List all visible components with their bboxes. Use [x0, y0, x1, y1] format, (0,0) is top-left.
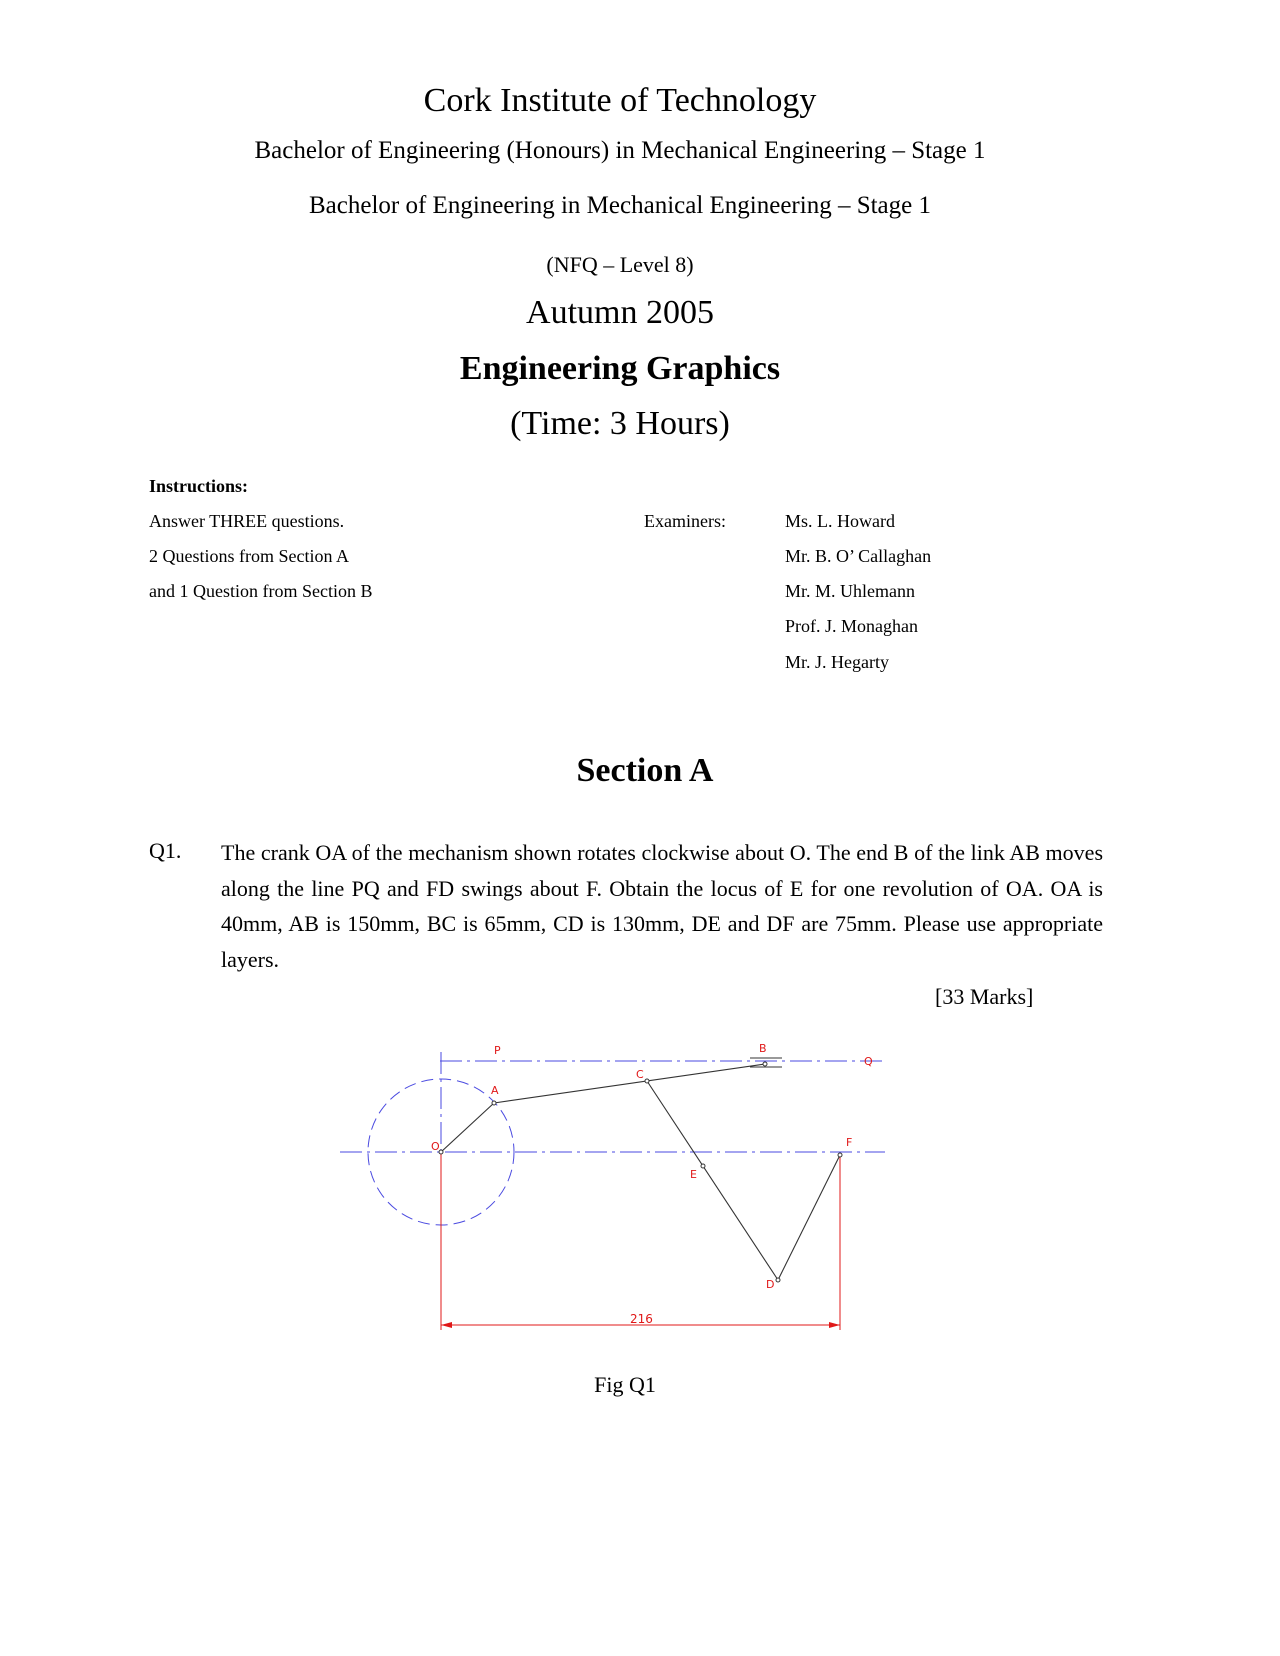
joint-a — [492, 1101, 496, 1105]
instruction-line: Answer THREE questions. — [149, 511, 345, 531]
subject-title: Engineering Graphics — [459, 350, 781, 387]
label-c: C — [636, 1068, 644, 1081]
arrow-right — [829, 1322, 840, 1328]
question-number: Q1. — [149, 838, 182, 863]
figure-labels — [431, 1042, 873, 1326]
label-d: D — [766, 1278, 775, 1291]
dimension-group — [441, 1152, 840, 1330]
examiner-name: Mr. M. Uhlemann — [785, 581, 915, 601]
institute-name: Cork Institute of Technology — [423, 82, 817, 119]
label-p: P — [494, 1044, 501, 1057]
centerlines — [340, 1052, 885, 1225]
links — [441, 1058, 840, 1280]
examiner-name: Mr. B. O’ Callaghan — [785, 546, 932, 566]
instructions-heading: Instructions: — [149, 476, 249, 496]
link-df — [778, 1155, 840, 1280]
nfq-level: (NFQ – Level 8) — [546, 252, 694, 277]
examiners-label: Examiners: — [644, 511, 726, 531]
joint-d — [776, 1278, 780, 1282]
section-title: Section A — [576, 752, 714, 789]
arrow-left — [441, 1322, 452, 1328]
label-b: B — [759, 1042, 767, 1055]
examiner-name: Ms. L. Howard — [785, 511, 895, 531]
label-a: A — [491, 1084, 499, 1097]
instruction-line: and 1 Question from Section B — [149, 581, 373, 601]
joints — [439, 1062, 842, 1282]
joint-e — [701, 1164, 705, 1168]
label-o: O — [431, 1140, 440, 1153]
examiner-name: Prof. J. Monaghan — [785, 616, 918, 636]
instruction-line: 2 Questions from Section A — [149, 546, 349, 566]
dimension-value: 216 — [630, 1312, 653, 1326]
link-cd — [647, 1081, 778, 1280]
exam-duration: (Time: 3 Hours) — [510, 405, 730, 442]
examiner-name: Mr. J. Hegarty — [785, 652, 889, 672]
label-e: E — [690, 1168, 697, 1181]
programme-ordinary: Bachelor of Engineering in Mechanical Engineering – Stage 1 — [308, 192, 931, 219]
label-f: F — [846, 1136, 853, 1149]
link-oa — [441, 1103, 494, 1152]
programme-honours: Bachelor of Engineering (Honours) in Mechanical Engineering – Stage 1 — [254, 137, 986, 164]
joint-b — [763, 1062, 767, 1066]
joint-f — [838, 1153, 842, 1157]
question-marks: [33 Marks] — [935, 984, 1034, 1009]
link-ab — [494, 1064, 765, 1103]
figure-caption: Fig Q1 — [594, 1372, 656, 1397]
joint-c — [645, 1079, 649, 1083]
exam-term: Autumn 2005 — [526, 294, 714, 331]
question-text: The crank OA of the mechanism shown rotates clockwise about O. The end B of the link AB moves along the line PQ and FD swings about F. Obtain the locus of E for one revolution of OA. OA is 40mm, AB is 150mm, BC is 65mm, CD is 130mm, DE and DF are 75mm. Please use appropriate layers. — [221, 840, 1103, 972]
label-q: Q — [864, 1055, 873, 1068]
